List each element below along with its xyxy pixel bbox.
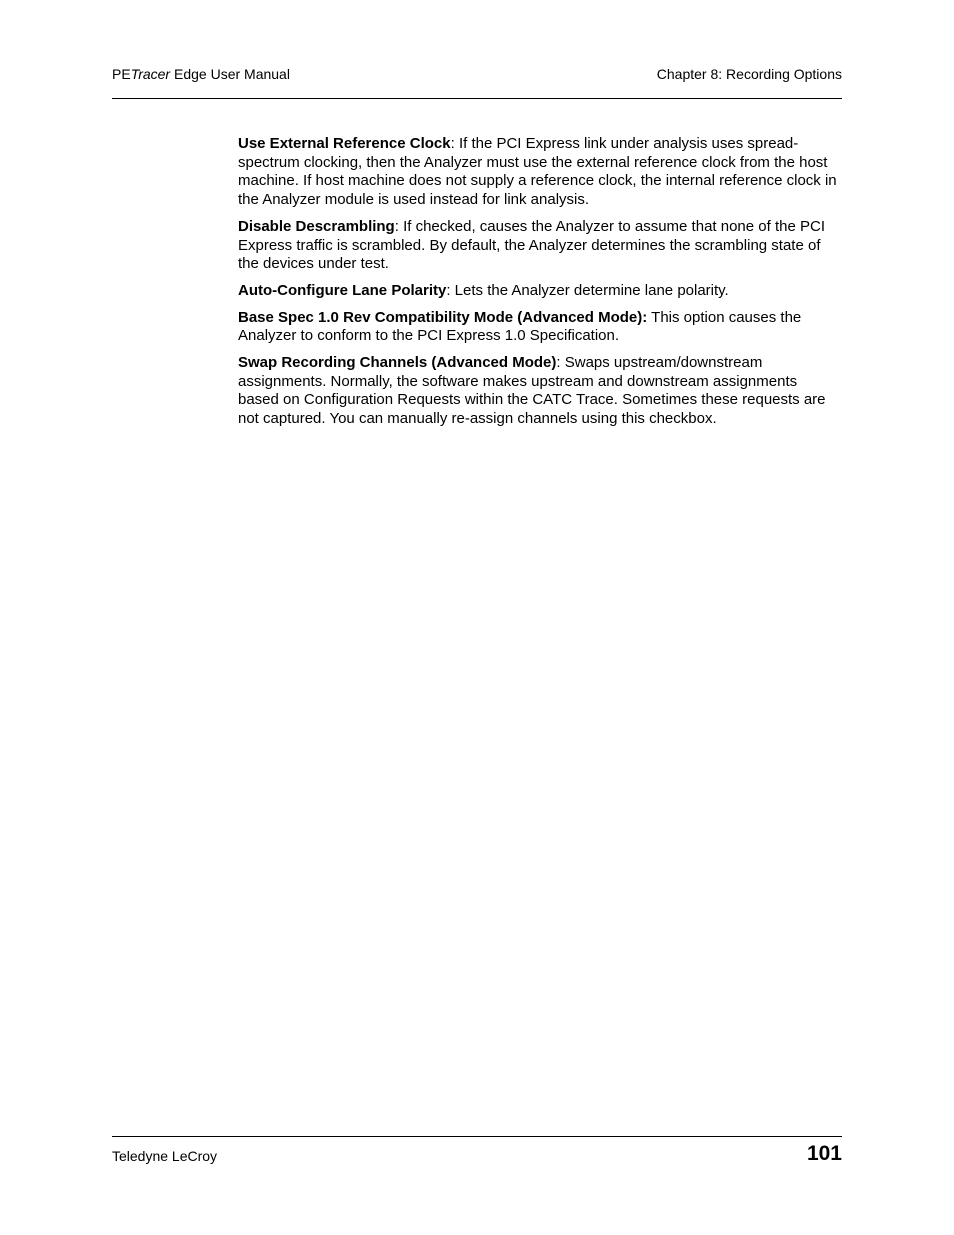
manual-title-suffix: Edge User Manual (170, 66, 290, 82)
manual-title-prefix: PE (112, 66, 131, 82)
option-text: : If the PCI Express link under analysis uses spread-spectrum clocking, then the Analyzer must use the external reference clock from the host machine. If host machine does not supply a reference clock, the internal reference clock in the Analyzer module is used instead for link analysis. (238, 135, 837, 209)
company-name: Teledyne LeCroy (112, 1148, 218, 1164)
chapter-title: Chapter 8: Recording Options (656, 66, 842, 82)
option-term: Swap Recording Channels (Advanced Mode) (238, 354, 557, 372)
option-term: Disable Descrambling (238, 217, 395, 235)
option-term: Use External Reference Clock (238, 135, 451, 152)
option-description (238, 282, 842, 301)
footer-divider (112, 1136, 842, 1137)
header-divider (112, 98, 842, 99)
option-text: : Swaps upstream/downstream assignments. Normally, the software makes upstream and downstream assignments based on Configuration Requests within the CATC Trace. Sometimes these requests are not captured. You can manually re-assign channels using this checkbox. (238, 354, 826, 428)
option-description (238, 135, 842, 210)
manual-title-italic: Tracer (130, 66, 171, 82)
option-term: Auto-Configure Lane Polarity (238, 281, 447, 299)
page-header (112, 64, 842, 84)
page-body (238, 135, 842, 437)
option-text: : If checked, causes the Analyzer to assume that none of the PCI Express traffic is scrambled. By default, the Analyzer determines the scrambling state of the devices under test. (238, 217, 825, 273)
option-description (238, 218, 842, 274)
option-description (238, 354, 842, 429)
option-text: : Lets the Analyzer determine lane polarity. (446, 281, 729, 299)
option-text: This option causes the Analyzer to conform to the PCI Express 1.0 Specification. (238, 308, 802, 345)
manual-title (112, 64, 290, 84)
option-description (238, 309, 842, 346)
option-term: Base Spec 1.0 Rev Compatibility Mode (Advanced Mode): (238, 308, 648, 326)
page-number: 101 (806, 1142, 842, 1165)
